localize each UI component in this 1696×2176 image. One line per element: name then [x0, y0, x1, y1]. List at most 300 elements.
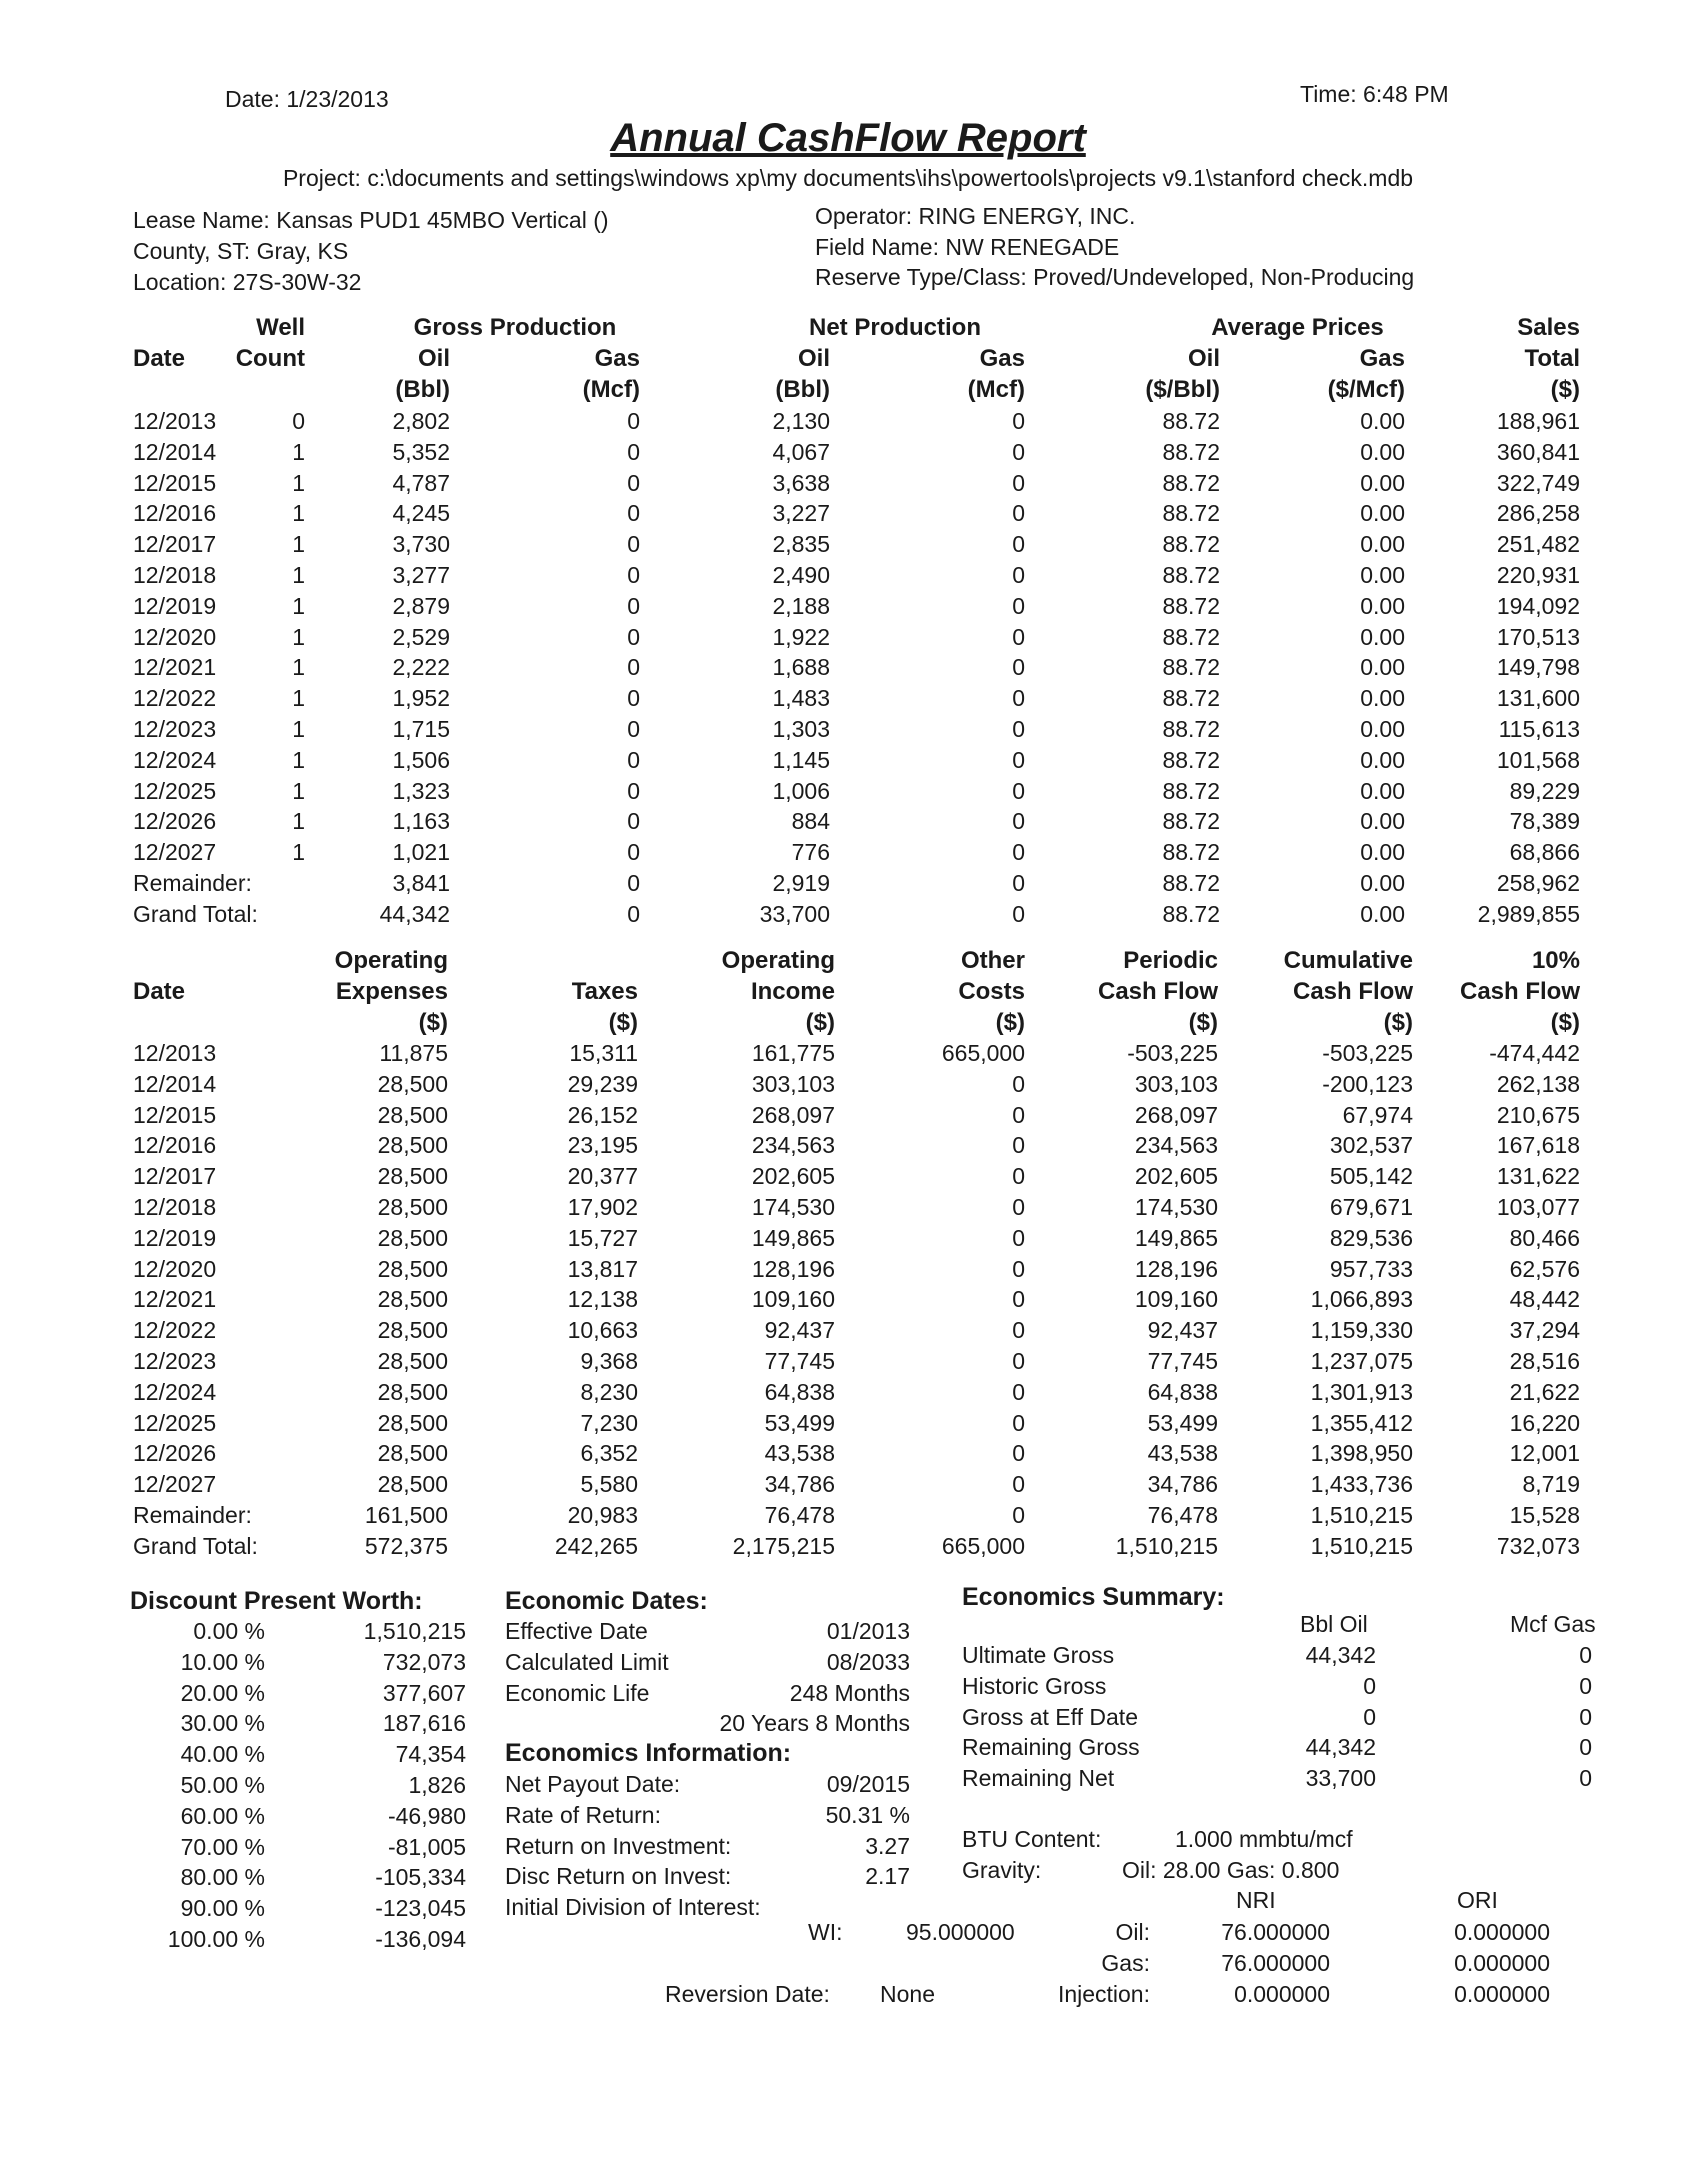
production-cell: 88.72	[1162, 808, 1220, 835]
production-header-cell: Oil	[1187, 345, 1220, 372]
summary-col-oil: Bbl Oil	[1300, 1611, 1368, 1637]
cashflow-cell: 665,000	[941, 1040, 1025, 1066]
production-cell: 88.72	[1162, 623, 1220, 650]
cashflow-cell: 202,605	[1134, 1163, 1218, 1190]
cashflow-cell: 12/2018	[133, 1194, 217, 1220]
production-cell: 0	[627, 500, 640, 527]
production-cell: 0	[1012, 716, 1025, 742]
cashflow-header-cell: Operating	[334, 947, 448, 974]
production-cell: 0	[627, 469, 640, 496]
production-cell: 88.72	[1162, 685, 1220, 712]
dpw-value: -136,094	[375, 1926, 466, 1952]
cashflow-cell: 28,500	[377, 1471, 448, 1498]
production-cell: 2,919	[772, 870, 830, 896]
cashflow-cell: 234,563	[751, 1132, 835, 1159]
summary-oil: 44,342	[1305, 1734, 1376, 1761]
cashflow-cell: 679,671	[1329, 1194, 1413, 1220]
reserve-type: Reserve Type/Class: Proved/Undeveloped, Non-Producing	[815, 264, 1415, 290]
production-cell: 2,989,855	[1477, 900, 1580, 927]
ori-header: ORI	[1457, 1887, 1498, 1913]
production-cell: 0	[627, 870, 640, 896]
cashflow-cell: 174,530	[1134, 1194, 1218, 1220]
production-cell: 360,841	[1496, 438, 1580, 465]
interest-nri: 76.000000	[1221, 1950, 1330, 1976]
production-cell: Grand Total:	[133, 900, 258, 927]
production-cell: 0	[627, 746, 640, 773]
production-cell: 1,688	[772, 654, 830, 681]
production-cell: 0	[1012, 562, 1025, 588]
dpw-rate: 70.00 %	[180, 1833, 265, 1860]
production-cell: 0	[1012, 746, 1025, 773]
dpw-value: -105,334	[375, 1864, 466, 1891]
production-cell: 89,229	[1509, 777, 1580, 804]
dates-value: 01/2013	[826, 1618, 910, 1644]
production-cell: 0.00	[1360, 500, 1405, 527]
cashflow-cell: 12/2016	[133, 1132, 217, 1159]
cashflow-cell: 732,073	[1496, 1532, 1580, 1559]
cashflow-cell: 5,580	[580, 1471, 638, 1498]
production-cell: 0.00	[1360, 654, 1405, 681]
production-header-cell: (Mcf)	[967, 376, 1025, 403]
cashflow-cell: 15,727	[567, 1224, 638, 1251]
summary-gas: 0	[1579, 1672, 1592, 1699]
cashflow-header-cell: Cash Flow	[1459, 978, 1580, 1005]
cashflow-cell: 12/2019	[133, 1224, 217, 1251]
info-value: 2.17	[865, 1863, 910, 1890]
dpw-rate: 40.00 %	[180, 1741, 265, 1768]
cashflow-cell: 28,500	[377, 1440, 448, 1467]
cashflow-cell: 37,294	[1509, 1317, 1580, 1344]
cashflow-cell: 1,510,215	[1310, 1502, 1413, 1528]
dpw-rate: 80.00 %	[180, 1864, 265, 1891]
cashflow-cell: 161,775	[751, 1040, 835, 1066]
interest-ori: 0.000000	[1454, 1981, 1550, 2007]
cashflow-cell: 62,576	[1509, 1255, 1580, 1282]
production-header-cell: Sales	[1517, 314, 1580, 341]
production-header-cell: (Bbl)	[395, 376, 450, 403]
production-cell: 0.00	[1360, 900, 1405, 927]
dates-title: Economic Dates:	[505, 1587, 708, 1615]
cashflow-cell: 1,159,330	[1310, 1317, 1413, 1344]
info-label: Net Payout Date:	[505, 1771, 681, 1797]
cashflow-cell: 17,902	[567, 1194, 638, 1220]
location: Location: 27S-30W-32	[133, 269, 362, 295]
cashflow-cell: 21,622	[1509, 1378, 1580, 1405]
production-cell: 0.00	[1360, 469, 1405, 496]
production-cell: 2,529	[392, 623, 450, 650]
production-cell: 0.00	[1360, 777, 1405, 804]
cashflow-cell: 665,000	[941, 1532, 1025, 1559]
production-cell: 0	[1012, 685, 1025, 712]
production-cell: 88.72	[1162, 500, 1220, 527]
production-cell: 115,613	[1498, 716, 1580, 742]
production-cell: 1,323	[392, 777, 450, 804]
cashflow-cell: 128,196	[751, 1255, 835, 1282]
interest-nri: 0.000000	[1234, 1981, 1330, 2007]
report-title: Annual CashFlow Report	[610, 116, 1086, 160]
production-cell: 0	[627, 777, 640, 804]
info-label: Disc Return on Invest:	[505, 1863, 732, 1890]
cashflow-cell: -503,225	[1127, 1040, 1218, 1066]
production-cell: 884	[791, 808, 830, 835]
cashflow-cell: 174,530	[751, 1194, 835, 1220]
production-cell: 1	[292, 808, 305, 835]
cashflow-cell: 7,230	[580, 1409, 638, 1436]
dates-label: Calculated Limit	[505, 1648, 669, 1675]
production-header-cell: ($/Bbl)	[1145, 376, 1220, 403]
production-cell: 88.72	[1162, 408, 1220, 434]
cashflow-cell: 0	[1012, 1471, 1025, 1498]
dpw-rate: 20.00 %	[180, 1679, 265, 1706]
production-cell: 1	[292, 839, 305, 866]
production-header-cell: Total	[1524, 345, 1580, 372]
production-cell: 170,513	[1496, 623, 1580, 650]
production-cell: 88.72	[1162, 562, 1220, 588]
info-value: 3.27	[865, 1832, 910, 1859]
cashflow-cell: 92,437	[764, 1317, 835, 1344]
cashflow-cell: 1,510,215	[1115, 1532, 1218, 1559]
cashflow-cell: 6,352	[580, 1440, 638, 1467]
summary-gas: 0	[1579, 1765, 1592, 1792]
production-cell: 251,482	[1496, 531, 1580, 558]
production-cell: 88.72	[1162, 870, 1220, 896]
cashflow-cell: 8,719	[1522, 1471, 1580, 1498]
production-cell: 2,835	[772, 531, 830, 558]
production-cell: 1,952	[392, 685, 450, 712]
production-cell: 88.72	[1162, 438, 1220, 465]
cashflow-cell: 0	[1012, 1378, 1025, 1405]
cashflow-header-cell: Cumulative	[1283, 947, 1413, 974]
production-cell: 0.00	[1360, 716, 1405, 742]
cashflow-cell: 0	[1012, 1224, 1025, 1251]
cashflow-cell: Remainder:	[133, 1502, 252, 1528]
cashflow-cell: 161,500	[364, 1502, 448, 1528]
interest-label: Injection:	[1057, 1981, 1150, 2007]
production-group-header: Gross Production	[413, 314, 617, 341]
cashflow-cell: 12/2015	[133, 1101, 217, 1128]
cashflow-header-cell: Operating	[721, 947, 835, 974]
cashflow-cell: 34,786	[1147, 1471, 1218, 1498]
info-value: 50.31 %	[825, 1801, 910, 1828]
production-cell: 1,145	[772, 746, 830, 773]
production-cell: 12/2025	[133, 777, 217, 804]
dpw-rate: 0.00 %	[193, 1618, 265, 1644]
cashflow-header-cell: ($)	[1188, 1009, 1218, 1036]
production-cell: 0	[292, 408, 305, 434]
interest-nri: 76.000000	[1221, 1919, 1330, 1945]
production-cell: 88.72	[1162, 900, 1220, 927]
summary-label: Historic Gross	[962, 1672, 1107, 1699]
info-label: Return on Investment:	[505, 1832, 732, 1859]
production-cell: 1	[292, 562, 305, 588]
cashflow-cell: 28,500	[377, 1194, 448, 1220]
production-cell: 88.72	[1162, 746, 1220, 773]
production-cell: Remainder:	[133, 870, 252, 896]
cashflow-cell: 34,786	[764, 1471, 835, 1498]
dpw-rate: 50.00 %	[180, 1772, 265, 1798]
production-cell: 258,962	[1496, 870, 1580, 896]
production-header-cell: Count	[235, 345, 305, 372]
cashflow-cell: 0	[1012, 1132, 1025, 1159]
production-cell: 1	[292, 654, 305, 681]
production-cell: 0	[627, 531, 640, 558]
cashflow-cell: 77,745	[764, 1348, 835, 1374]
production-cell: 0	[627, 623, 640, 650]
cashflow-cell: 1,433,736	[1310, 1471, 1413, 1498]
cashflow-cell: 28,500	[377, 1255, 448, 1282]
cashflow-cell: 202,605	[751, 1163, 835, 1190]
production-cell: 2,130	[772, 408, 830, 434]
production-cell: 1	[292, 746, 305, 773]
wi-value: 95.000000	[906, 1919, 1015, 1945]
production-header-cell: Gas	[979, 345, 1025, 372]
cashflow-cell: 131,622	[1496, 1163, 1580, 1190]
production-cell: 12/2015	[133, 469, 217, 496]
cashflow-cell: Grand Total:	[133, 1532, 258, 1559]
interest-label: Oil:	[1115, 1919, 1150, 1945]
info-label: Rate of Return:	[505, 1801, 661, 1828]
production-cell: 0.00	[1360, 408, 1405, 434]
production-cell: 0	[1012, 777, 1025, 804]
production-cell: 0	[627, 562, 640, 588]
production-cell: 0	[1012, 623, 1025, 650]
production-group-header: Average Prices	[1211, 314, 1384, 341]
production-cell: 0.00	[1360, 592, 1405, 619]
report-date: Date: 1/23/2013	[225, 86, 389, 112]
cashflow-cell: 15,528	[1509, 1502, 1580, 1528]
dpw-title: Discount Present Worth:	[130, 1587, 423, 1615]
cashflow-cell: 303,103	[751, 1070, 835, 1097]
production-cell: 0.00	[1360, 685, 1405, 712]
production-cell: 1	[292, 500, 305, 527]
reversion-value: None	[880, 1981, 935, 2007]
cashflow-cell: 12/2023	[133, 1348, 217, 1374]
production-cell: 5,352	[392, 438, 450, 465]
dpw-value: 74,354	[395, 1741, 466, 1768]
production-cell: 4,067	[772, 438, 830, 465]
cashflow-header-cell: ($)	[805, 1009, 835, 1036]
production-cell: 1	[292, 438, 305, 465]
production-cell: 1	[292, 469, 305, 496]
cashflow-cell: 2,175,215	[732, 1532, 835, 1559]
production-cell: 3,841	[392, 870, 450, 896]
cashflow-header-cell: Other	[960, 947, 1025, 974]
production-cell: 0	[1012, 900, 1025, 927]
production-cell: 68,866	[1509, 839, 1580, 866]
cashflow-cell: 12/2020	[133, 1255, 217, 1282]
production-cell: 0.00	[1360, 808, 1405, 835]
cashflow-cell: 20,983	[567, 1502, 638, 1528]
production-cell: 0	[1012, 408, 1025, 434]
cashflow-cell: 1,398,950	[1310, 1440, 1413, 1467]
production-cell: 88.72	[1162, 839, 1220, 866]
cashflow-cell: 149,865	[751, 1224, 835, 1251]
dpw-rate: 10.00 %	[180, 1648, 265, 1675]
dates-label: Effective Date	[505, 1618, 648, 1644]
cashflow-cell: 9,368	[580, 1348, 638, 1374]
cashflow-cell: 12/2021	[133, 1286, 217, 1313]
production-cell: 12/2014	[133, 438, 217, 465]
production-cell: 0	[627, 592, 640, 619]
production-cell: 4,245	[392, 500, 450, 527]
production-group-header: Net Production	[809, 314, 981, 341]
production-cell: 0	[627, 716, 640, 742]
cashflow-cell: -200,123	[1322, 1070, 1413, 1097]
cashflow-cell: 12,001	[1509, 1440, 1580, 1467]
production-cell: 1,006	[772, 777, 830, 804]
cashflow-cell: 103,077	[1496, 1194, 1580, 1220]
production-cell: 0	[627, 408, 640, 434]
cashflow-cell: 76,478	[1147, 1502, 1218, 1528]
cashflow-cell: 29,239	[567, 1070, 638, 1097]
info-title: Economics Information:	[505, 1739, 792, 1767]
dpw-rate: 30.00 %	[180, 1710, 265, 1737]
production-header-cell: (Mcf)	[582, 376, 640, 403]
production-cell: 0	[627, 839, 640, 866]
cashflow-cell: 80,466	[1509, 1224, 1580, 1251]
production-cell: 0	[627, 654, 640, 681]
production-cell: 1,506	[392, 746, 450, 773]
cashflow-header-cell: Date	[133, 978, 186, 1005]
production-cell: 88.72	[1162, 469, 1220, 496]
cashflow-cell: 0	[1012, 1286, 1025, 1313]
production-cell: 0.00	[1360, 746, 1405, 773]
production-cell: 78,389	[1509, 808, 1580, 835]
cashflow-cell: 0	[1012, 1194, 1025, 1220]
production-cell: 0.00	[1360, 839, 1405, 866]
cashflow-cell: 77,745	[1147, 1348, 1218, 1374]
summary-oil: 44,342	[1305, 1642, 1376, 1668]
production-cell: 220,931	[1496, 562, 1580, 588]
cashflow-cell: 43,538	[1147, 1440, 1218, 1467]
summary-label: Remaining Net	[962, 1765, 1115, 1792]
production-cell: 1	[292, 592, 305, 619]
production-cell: 12/2016	[133, 500, 217, 527]
production-cell: 0	[627, 900, 640, 927]
cashflow-cell: 0	[1012, 1502, 1025, 1528]
production-cell: 286,258	[1496, 500, 1580, 527]
production-header-cell: Date	[133, 345, 186, 372]
cashflow-header-cell: Income	[750, 978, 835, 1005]
summary-oil: 33,700	[1305, 1765, 1376, 1792]
production-cell: 131,600	[1496, 685, 1580, 712]
cashflow-cell: 0	[1012, 1409, 1025, 1436]
production-cell: 1	[292, 531, 305, 558]
cashflow-cell: 28,500	[377, 1317, 448, 1344]
dpw-value: 377,607	[382, 1679, 466, 1706]
production-cell: 0	[1012, 500, 1025, 527]
cashflow-cell: 0	[1012, 1101, 1025, 1128]
production-cell: 12/2020	[133, 623, 217, 650]
production-cell: 2,490	[772, 562, 830, 588]
project-path: Project: c:\documents and settings\windows xp\my documents\ihs\powertools\projects v9.1\stanford check.mdb	[282, 165, 1414, 191]
cashflow-cell: 303,103	[1134, 1070, 1218, 1097]
cashflow-cell: 12/2014	[133, 1070, 217, 1097]
cashflow-cell: 12/2025	[133, 1409, 217, 1436]
dpw-value: -81,005	[387, 1833, 466, 1860]
cashflow-cell: 12/2022	[133, 1317, 217, 1344]
dpw-value: -46,980	[387, 1802, 466, 1829]
cashflow-cell: 64,838	[1147, 1378, 1218, 1405]
production-cell: 1	[292, 623, 305, 650]
dpw-value: -123,045	[375, 1895, 466, 1922]
production-header-cell: ($/Mcf)	[1327, 376, 1405, 403]
cashflow-cell: 1,510,215	[1310, 1532, 1413, 1559]
interest-ori: 0.000000	[1454, 1950, 1550, 1976]
cashflow-cell: 0	[1012, 1440, 1025, 1467]
cashflow-cell: 28,500	[377, 1378, 448, 1405]
reversion-label: Reversion Date:	[665, 1981, 830, 2007]
cashflow-cell: 829,536	[1329, 1224, 1413, 1251]
cashflow-cell: 1,237,075	[1310, 1348, 1413, 1374]
cashflow-cell: 23,195	[567, 1132, 638, 1159]
cashflow-cell: 11,875	[379, 1040, 448, 1066]
cashflow-cell: 12/2024	[133, 1378, 217, 1405]
production-cell: 194,092	[1496, 592, 1580, 619]
production-cell: 88.72	[1162, 654, 1220, 681]
production-cell: 0.00	[1360, 870, 1405, 896]
cashflow-cell: 26,152	[567, 1101, 638, 1128]
cashflow-cell: 302,537	[1329, 1132, 1413, 1159]
cashflow-header-cell: ($)	[1383, 1009, 1413, 1036]
production-cell: 0	[627, 685, 640, 712]
operator: Operator: RING ENERGY, INC.	[815, 203, 1136, 229]
production-cell: 12/2022	[133, 685, 217, 712]
cashflow-cell: 234,563	[1134, 1132, 1218, 1159]
production-cell: 12/2021	[133, 654, 217, 681]
cashflow-header-cell: Costs	[958, 978, 1025, 1005]
summary-gas: 0	[1579, 1734, 1592, 1761]
production-header-cell: Gas	[1359, 345, 1405, 372]
dpw-rate: 100.00 %	[167, 1926, 265, 1952]
production-cell: 1,483	[772, 685, 830, 712]
cashflow-cell: 167,618	[1496, 1132, 1580, 1159]
summary-gas: 0	[1579, 1703, 1592, 1730]
summary-oil: 0	[1363, 1703, 1376, 1730]
production-cell: 1,922	[772, 623, 830, 650]
production-cell: 12/2019	[133, 592, 217, 619]
cashflow-cell: 149,865	[1134, 1224, 1218, 1251]
production-cell: 12/2027	[133, 839, 217, 866]
cashflow-cell: 12/2013	[133, 1040, 217, 1066]
production-header-cell: ($)	[1550, 376, 1580, 403]
cashflow-cell: 28,500	[377, 1070, 448, 1097]
production-cell: 1	[292, 685, 305, 712]
production-cell: 1,715	[392, 716, 450, 742]
production-cell: 0	[1012, 438, 1025, 465]
gravity-label: Gravity:	[962, 1857, 1042, 1883]
cashflow-cell: 12/2017	[133, 1163, 217, 1190]
production-cell: 1	[292, 777, 305, 804]
summary-col-gas: Mcf Gas	[1510, 1611, 1596, 1637]
cashflow-header-cell: Expenses	[335, 978, 448, 1005]
cashflow-cell: 109,160	[1134, 1286, 1218, 1313]
production-header-cell: (Bbl)	[775, 376, 830, 403]
cashflow-cell: 28,500	[377, 1286, 448, 1313]
cashflow-cell: 268,097	[1134, 1101, 1218, 1128]
dpw-rate: 60.00 %	[180, 1802, 265, 1829]
production-header-cell: Gas	[594, 345, 640, 372]
cashflow-cell: 20,377	[567, 1163, 638, 1190]
production-cell: 88.72	[1162, 592, 1220, 619]
production-cell: 2,188	[772, 592, 830, 619]
production-cell: 3,638	[772, 469, 830, 496]
cashflow-cell: 12/2027	[133, 1471, 217, 1498]
production-cell: 3,227	[772, 500, 830, 527]
cashflow-header-cell: Periodic	[1123, 947, 1218, 974]
cashflow-cell: 28,500	[377, 1409, 448, 1436]
production-cell: 101,568	[1496, 746, 1580, 773]
